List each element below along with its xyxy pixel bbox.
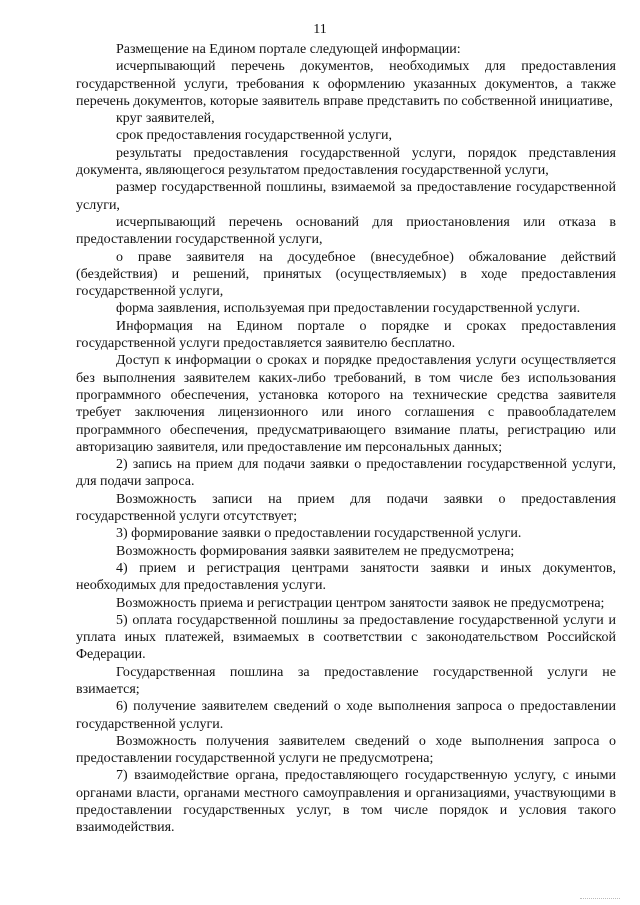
document-body [76,41,616,837]
paragraph: Доступ к информации о сроках и порядке предоставления услуги осуществляется без выполнения заявителем каких-либо требований, в том числе без использования программного обеспечения, установка которого на технические средства заявителя требует заключения лицензионного или иного соглашения с правообладателем программного обеспечения, предусматривающего взимание платы, регистрацию или авторизацию заявителя, или предоставление им персональных данных; [76,353,616,455]
footer-scan-mark [580,896,620,899]
paragraph: 4) прием и регистрация центрами занятости заявки и иных документов, необходимых для предоставления услуги. [76,560,616,594]
paragraph: Возможность получения заявителем сведений о ходе выполнения запроса о предоставлении государственной услуги не предусмотрена; [76,733,616,767]
paragraph: 2) запись на прием для подачи заявки о предоставлении государственной услуги, для подачи запроса. [76,457,616,490]
page-number: 11 [313,22,327,37]
paragraph: форма заявления, используемая при предоставлении государственной услуги. [116,301,581,317]
paragraph: Информация на Едином портале о порядке и сроках предоставления государственной услуги предоставляется заявителю бесплатно. [76,318,616,352]
paragraph: Размещение на Едином портале следующей информации: [116,42,461,57]
paragraph: Возможность формирования заявки заявителем не предусмотрена; [116,543,515,559]
paragraph: размер государственной пошлины, взимаемой за предоставление государственной услуги, [76,180,616,213]
paragraph: исчерпывающий перечень оснований для приостановления или отказа в предоставлении государственной услуги, [76,214,616,248]
paragraph: о праве заявителя на досудебное (внесудебное) обжалование действий (бездействия) и решений, принятых (осуществляемых) в ходе предоставления государственной услуги, [76,249,616,300]
paragraph: Возможность записи на прием для подачи заявки о предоставления государственной услуги отсутствует; [76,491,616,525]
paragraph: 3) формирование заявки о предоставлении государственной услуги. [116,526,522,542]
paragraph: круг заявителей, [116,111,215,127]
paragraph: 6) получение заявителем сведений о ходе выполнения запроса о предоставлении государственной услуги. [76,699,616,732]
paragraph: срок предоставления государственной услуги, [116,128,392,144]
paragraph: исчерпывающий перечень документов, необходимых для предоставления государственной услуги, требования к оформлению указанных документов, а также перечень документов, которые заявитель вправе представить по собственной инициативе, [76,59,616,109]
paragraph: 7) взаимодействие органа, предоставляющего государственную услугу, с иными органами власти, органами местного самоуправления и организациями, участвующими в предоставлении государственных услуг, в том числе порядок и условия такого взаимодействия. [76,768,616,836]
paragraph: результаты предоставления государственной услуги, порядок представления документа, являющегося результатом предоставления государственной услуги, [76,145,616,179]
paragraph: 5) оплата государственной пошлины за предоставление государственной услуги и уплата иных платежей, взимаемых в соответствии с законодательством Российской Федерации. [76,612,616,663]
paragraph: Государственная пошлина за предоставление государственной услуги не взимается; [76,664,616,697]
paragraph: Возможность приема и регистрации центром занятости заявок не предусмотрена; [116,595,605,611]
